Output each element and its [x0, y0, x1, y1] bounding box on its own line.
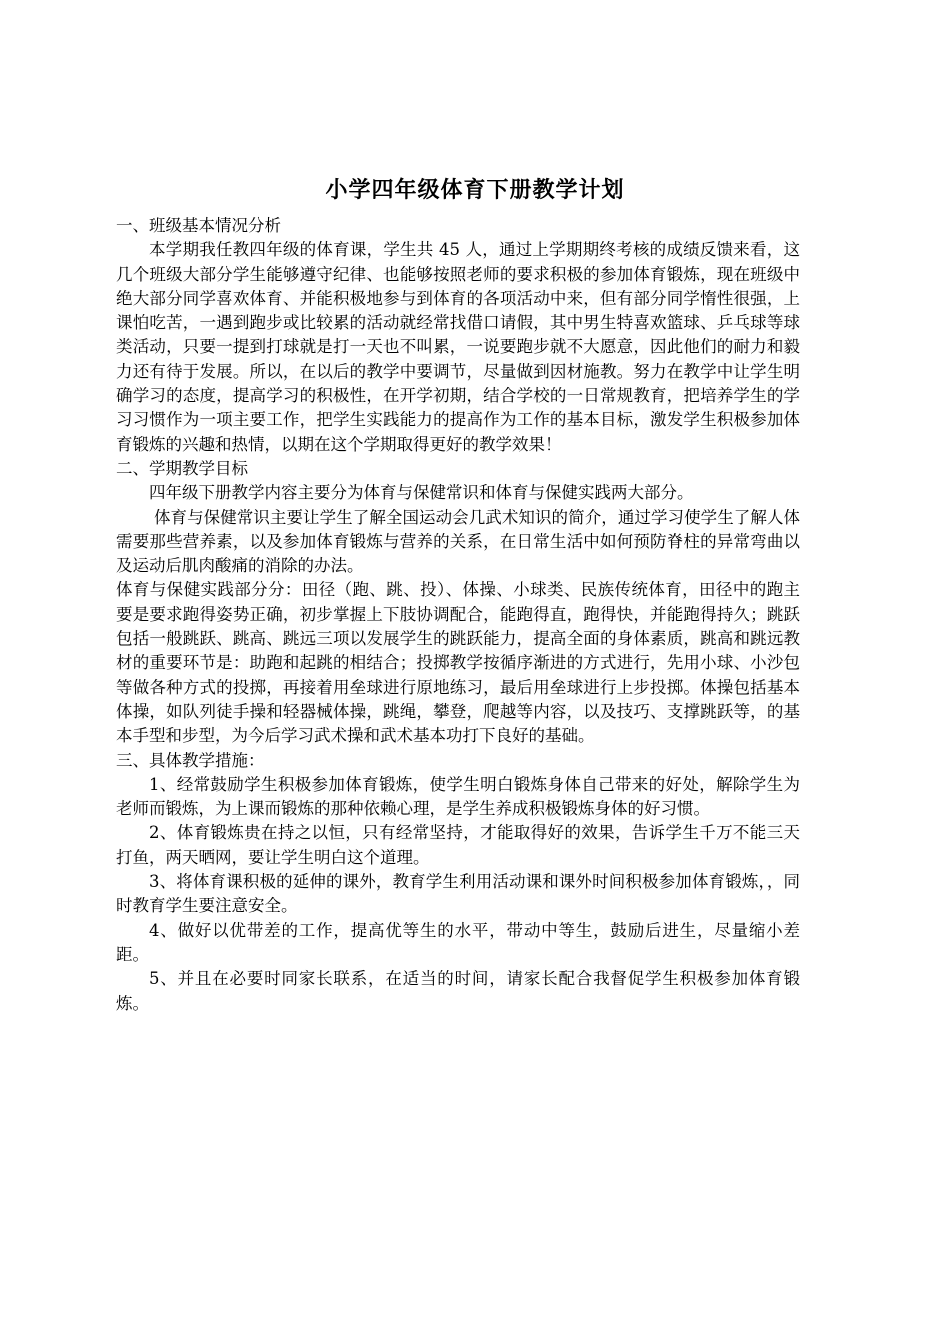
document-body	[116, 214, 800, 1016]
section-heading-teaching-measures: 三、具体教学措施：	[116, 750, 265, 770]
paragraph-class-analysis: 本学期我任教四年级的体育课，学生共 45 人，通过上学期期终考核的成绩反馈来看，这几个班级大部分学生能够遵守纪律、也能够按照老师的要求积极的参加体育锻炼，现在班级中绝大部分同学喜欢体育、并能积极地参与到体育的各项活动中来，但有部分同学惰性很强，上课怕吃苦，一遇到跑步或比较累的活动就经常找借口请假，其中男生特喜欢篮球、乒乓球等球类活动，只要一提到打球就是打一天也不叫累，一说要跑步就不大愿意，因此他们的耐力和毅力还有待于发展。所以，在以后的教学中要调节，尽量做到因材施教。努力在教学中让学生明确学习的态度，提高学习的积极性，在开学初期，结合学校的一日常规教育，把培养学生的学习习惯作为一项主要工作，把学生实践能力的提高作为工作的基本目标，激发学生积极参加体育锻炼的兴趣和热情，以期在这个学期取得更好的教学效果！	[116, 240, 800, 454]
section-heading-teaching-goals: 二、学期教学目标	[116, 458, 248, 478]
paragraph-health-knowledge: 体育与保健常识主要让学生了解全国运动会几武术知识的简介，通过学习使学生了解人体需要那些营养素，以及参加体育锻炼与营养的关系，在日常生活中如何预防脊柱的异常弯曲以及运动后肌肉酸痛的消除的办法。	[116, 507, 800, 576]
measure-item-3: 3、将体育课积极的延伸的课外，教育学生利用活动课和课外时间积极参加体育锻炼，，同时教育学生要注意安全。	[116, 872, 800, 916]
paragraph-goals-overview: 四年级下册教学内容主要分为体育与保健常识和体育与保健实践两大部分。	[149, 483, 694, 503]
measure-item-1: 1、经常鼓励学生积极参加体育锻炼，使学生明白锻炼身体自己带来的好处，解除学生为老师而锻炼，为上课而锻炼的那种依赖心理，是学生养成积极锻炼身体的好习惯。	[116, 774, 800, 819]
measure-item-2: 2、体育锻炼贵在持之以恒，只有经常坚持，才能取得好的效果，告诉学生千万不能三天打鱼，两天晒网，要让学生明白这个道理。	[116, 823, 800, 867]
measure-item-4: 4、做好以优带差的工作，提高优等生的水平，带动中等生，鼓励后进生，尽量缩小差距。	[116, 920, 800, 964]
section-heading-class-analysis: 一、班级基本情况分析	[116, 216, 281, 235]
measure-item-5: 5、并且在必要时同家长联系，在适当的时间，请家长配合我督促学生积极参加体育锻炼。	[116, 969, 800, 1013]
document-title: 小学四年级体育下册教学计划	[325, 178, 625, 203]
paragraph-health-practice: 体育与保健实践部分分：田径（跑、跳、投）、体操、小球类、民族传统体育，田径中的跑主要是要求跑得姿势正确，初步掌握上下肢协调配合，能跑得直，跑得快，并能跑得持久；跳跃包括一般跳跃、跳高、跳远三项以发展学生的跳跃能力，提高全面的身体素质，跳高和跳远教材的重要环节是：助跑和起跳的相结合；投掷教学按循序渐进的方式进行，先用小球、小沙包等做各种方式的投掷，再接着用垒球进行原地练习，最后用垒球进行上步投掷。体操包括基本体操，如队列徒手操和轻器械体操，跳绳，攀登，爬越等内容，以及技巧、支撑跳跃等，的基本手型和步型，为今后学习武术操和武术基本功打下良好的基础。	[116, 580, 800, 746]
